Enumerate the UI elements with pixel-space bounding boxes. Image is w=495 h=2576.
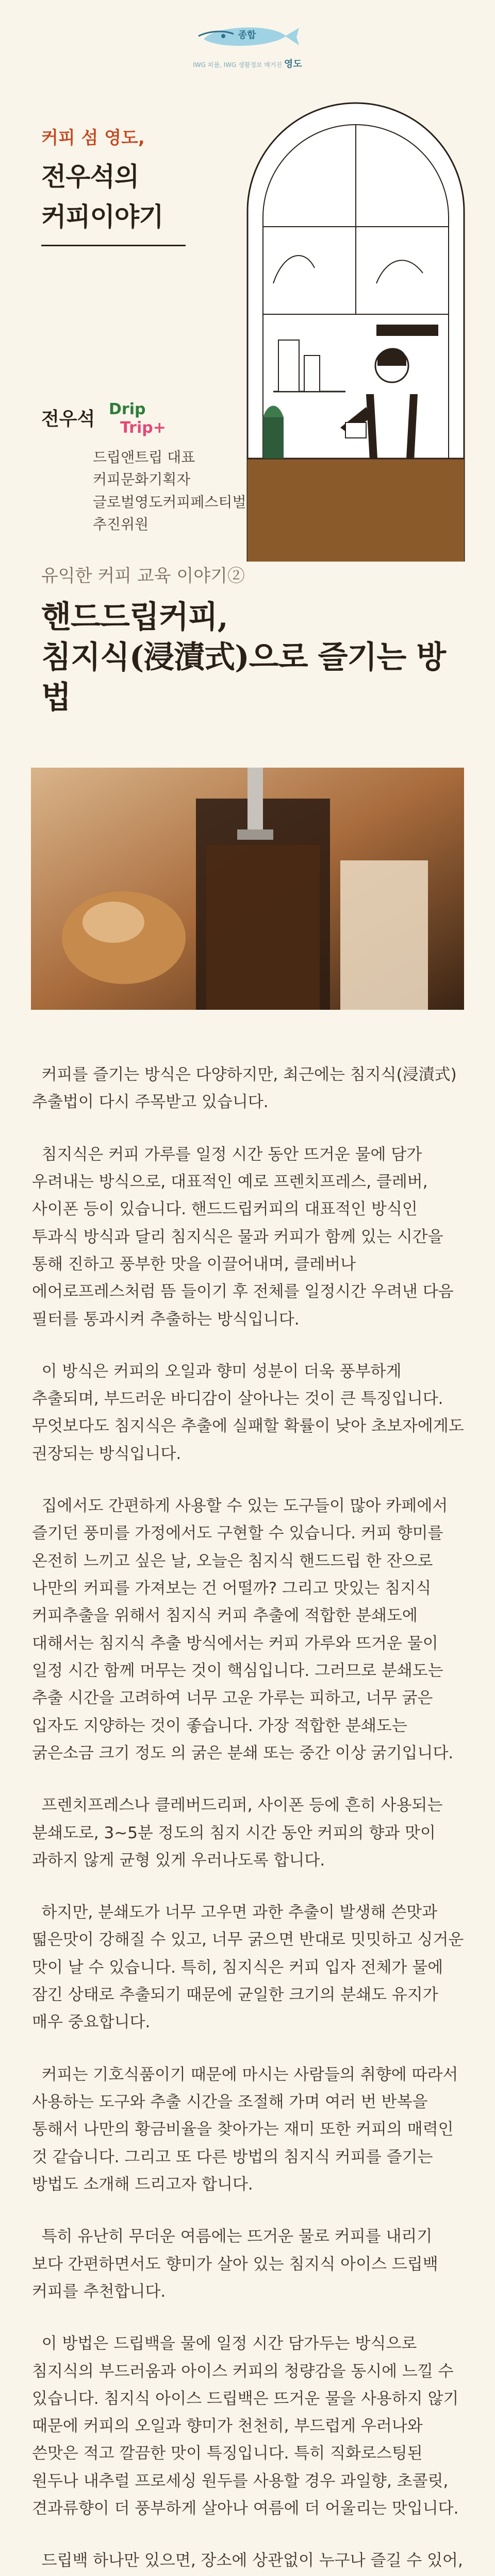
column-title-line1: 전우석의 (41, 162, 139, 192)
title-divider (41, 245, 186, 246)
logo-tagline: IWG 피플, IWG 생활정보 매거진 (193, 61, 283, 69)
barista-illustration (242, 98, 469, 562)
article-subtitle: 유익한 커피 교육 이야기② (41, 566, 245, 586)
fish-logo-icon (193, 15, 302, 55)
author-role-2: 커피문화기획자 (93, 471, 191, 488)
paragraph-6: 하지만, 분쇄도가 너무 고우면 과한 추출이 발생해 쓴맛과 떫은맛이 강해질 수 있고, 너무 굵으면 반대로 밋밋하고 싱거운 맛이 날 수 있습니다. 특히, 침지식은 커피 입자 전체가 물에 잠긴 상태로 추출되기 때문에 균일한 크기의 분쇄도 유지가 매우 중요합니다. (32, 1903, 464, 2032)
paragraph-8: 특히 유난히 무더운 여름에는 뜨거운 물로 커피를 내리기 보다 간편하면서도 향미가 살아 있는 침지식 아이스 드립백 커피를 추천합니다. (32, 2227, 438, 2301)
logo-word: 영도 (284, 59, 302, 70)
author-name: 전우석 (41, 408, 95, 430)
coffee-photo (31, 768, 464, 1010)
column-header (41, 124, 206, 246)
badge-line2: Trip+ (120, 419, 167, 437)
article-body (32, 1061, 465, 2576)
paragraph-7: 커피는 기호식품이기 때문에 마시는 사람들의 취향에 따라서 사용하는 도구와 추출 시간을 조절해 가며 여러 번 반복을 통해서 나만의 황금비율을 찾아가는 재미 또한 커피의 매력인 것 같습니다. 그리고 또 다른 방법의 침지식 커피를 즐기는 방법도 소개해 드리고자 합니다. (32, 2065, 458, 2194)
paragraph-5: 프렌치프레스나 클레버드리퍼, 사이폰 등에 흔히 사용되는 분쇄도로, 3~5분 정도의 침지 시간 동안 커피의 향과 맛이 과하지 않게 균형 있게 우러나도록 합니다. (32, 1796, 443, 1870)
paragraph-2: 침지식은 커피 가루를 일정 시간 동안 뜨거운 물에 담가 우려내는 방식으로, 대표적인 예로 프렌치프레스, 클레버, 사이폰 등이 있습니다. 핸드드립커피의 대표적인 방식인 투과식 방식과 달리 침지식은 물과 커피가 함께 있는 시간을 통해 진하고 풍부한 맛을 이끌어내며, 클레버나 에어로프레스처럼 뜸 들이기 후 전체를 일정시간 우려낸 다음 필터를 통과시켜 추출하는 방식입니다. (32, 1145, 454, 1329)
magazine-logo (0, 15, 495, 70)
author-roles (41, 446, 248, 536)
column-title-line2: 커피이야기 (41, 202, 163, 232)
author-role-1: 드립앤트립 대표 (93, 449, 195, 466)
paragraph-3: 이 방식은 커피의 오일과 향미 성분이 더욱 풍부하게 추출되며, 부드러운 바디감이 살아나는 것이 큰 특징입니다. 무엇보다도 침지식은 추출에 실패할 확률이 낮아 초보자에게도 권장되는 방식입니다. (32, 1362, 464, 1463)
author-role-3: 글로벌영도커피페스티벌 추진위원 (93, 493, 246, 533)
article-title-line2: 침지식(浸漬式)으로 즐기는 방법 (41, 639, 446, 716)
article-heading (41, 562, 464, 718)
paragraph-4: 집에서도 간편하게 사용할 수 있는 도구들이 많아 카페에서 즐기던 풍미를 가정에서도 구현할 수 있습니다. 커피 향미를 온전히 느끼고 싶은 날, 오늘은 침지식 핸드드립 한 잔으로 나만의 커피를 가져보는 건 어떨까? 그리고 맛있는 침지식 커피추출을 위해서 침지식 커피 추출에 적합한 분쇄도에 대해서는 침지식 추출 방식에서는 커피 가루와 뜨거운 물이 일정 시간 함께 머무는 것이 핵심입니다. 그러므로 분쇄도는 추출 시간을 고려하여 너무 고운 가루는 피하고, 너무 굵은 입자도 지양하는 것이 좋습니다. 가장 적합한 분쇄도는 굵은소금 크기 정도 의 굵은 분쇄 또는 중간 이상 굵기입니다. (32, 1497, 454, 1762)
drip-trip-badge-icon (105, 397, 177, 438)
paragraph-9: 이 방법은 드립백을 물에 일정 시간 담가두는 방식으로 침지식의 부드러움과 아이스 커피의 청량감을 동시에 느낄 수 있습니다. 침지식 아이스 드립백은 뜨거운 물을 사용하지 않기 때문에 커피의 오일과 향미가 천천히, 부드럽게 우러나와 쓴맛은 적고 깔끔한 맛이 특징입니다. 특히 직화로스팅된 원두나 내추럴 프로세싱 원두를 사용할 경우 과일향, 초콜릿, 견과류향이 더 풍부하게 살아나 여름에 더 어울리는 맛입니다. (32, 2334, 459, 2518)
paragraph-1: 커피를 즐기는 방식은 다양하지만, 최근에는 침지식(浸漬式) 추출법이 다시 주목받고 있습니다. (32, 1065, 457, 1112)
logo-brand: 종합 (238, 30, 256, 41)
series-label: 커피 섬 영도, (41, 128, 145, 148)
author-block (41, 397, 248, 536)
article-title-line1: 핸드드립커피, (41, 599, 228, 635)
badge-line1: Drip (109, 400, 146, 418)
paragraph-10: 드립백 하나만 있으면, 장소에 상관없이 누구나 즐길 수 있어, (41, 2551, 463, 2570)
